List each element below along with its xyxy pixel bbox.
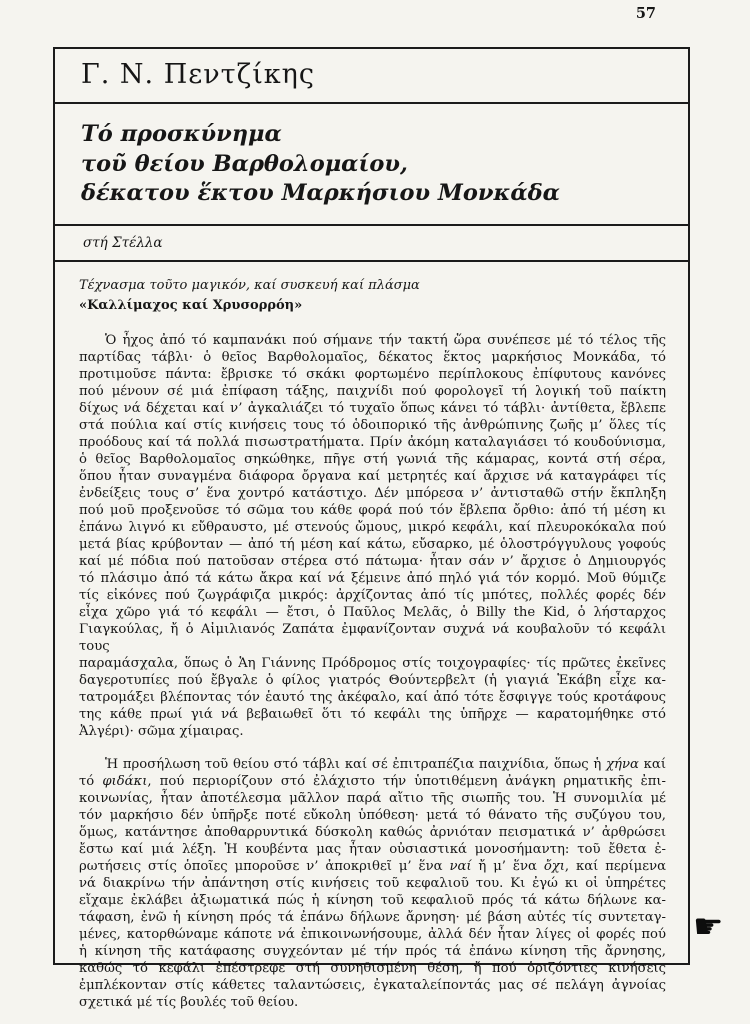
article-frame: [53, 47, 690, 1011]
text-line: ἐπάνω λιγνό κι εὔθραυστο, μέ στενούς ὤμους, μικρό κεφάλι, καί πλευροκόκαλα πού: [79, 520, 666, 536]
text-line: ἐμπλέκονταν στίς κάθετες ταλαντώσεις, ἐγκαταλείποντάς μας σέ πελάγη ἀγνοίας: [79, 978, 666, 994]
text-line: ὁ θεῖος Βαρθολομαῖος σηκώθηκε, πῆγε στή γωνιά τῆς κάμαρας, κοντά στή σέρα,: [79, 452, 666, 468]
text-line: παραμάσχαλα, ὅπως ὁ Ἁη Γιάννης Πρόδρομος στίς τοιχογραφίες· τίς πρῶτες ἐκεῖνες: [79, 656, 666, 672]
text-line: τό πλάσιμο ἀπό τά κάτω ἄκρα καί νά ξέμεινε ἀπό πηλό γιά τόν κορμό. Μοῦ θύμιζε: [79, 571, 666, 587]
text-line: Ὁ ἦχος ἀπό τό καμπανάκι πού σήμανε τήν τακτή ὥρα συνέπεσε μέ τό τέλος τῆς: [105, 333, 666, 349]
paragraph: [79, 332, 666, 740]
title-band: [55, 104, 688, 226]
text-line: τατρομάξει βλέποντας τόν ἑαυτό της ἀκέφαλο, καί ἀπό τότε ἔσφιγγε τούς κροτάφους: [79, 690, 666, 706]
body-text: [79, 332, 666, 1011]
text-line: Ἀλγέρι)· σῶμα χίμαιρας.: [79, 724, 244, 740]
text-line: ὅμως, κατάντησε ἀποθαρρυντικά δύσκολη καθώς ἀρνιόταν πεισματικά ν’ ἀρθρώσει: [79, 825, 666, 841]
text-line: ὅπου ἦταν συναγμένα διάφορα ὄργανα καί μετρητές καί ἄρχισε νά καταγράφει τίς: [79, 469, 666, 485]
text-line: πού μοῦ προξενοῦσε τό σῶμα του κάθε φορά πού τόν ἔβλεπα ὄρθιο: ἀπό τή μέση κι: [79, 503, 666, 519]
text-line: ἔστω καί μιά λέξη. Ἡ κουβέντα μας ἦταν οὐσιαστικά μονοσήμαντη: τοῦ ἔθετα ἐ-: [79, 842, 666, 858]
text-line: δίχως νά δέχεται καί ν’ ἀγκαλιάζει τό τυχαῖο ὅπως κάνει τό τάβλι· ἀντίθετα, ἔβλεπε: [79, 401, 666, 417]
text-line: τόν μαρκήσιο δέν ὑπῆρξε ποτέ εὔκολη ὑπόθεση· μετά τό θάνατο τῆς συζύγου του,: [79, 808, 666, 824]
text-line: ἐνδείξεις τους σ’ ἕνα χοντρό κατάστιχο. Δέν μπόρεσα ν’ ἀντισταθῶ στήν ἔκπληξη: [79, 486, 666, 502]
body-band: [55, 262, 688, 1011]
author-name: Γ. Ν. Πεντζίκης: [81, 59, 315, 90]
author-band: [55, 49, 688, 104]
paragraph: [79, 756, 666, 1011]
text-line: νά διακρίνω τήν ἀπάντηση στίς κινήσεις τοῦ κεφαλιοῦ του. Κι ἐγώ κι οἱ ὑπηρέτες: [79, 876, 666, 892]
text-line: παρτίδας τάβλι· ὁ θεῖος Βαρθολομαῖος, δέκατος ἕκτος μαρκήσιος Μονκάδα, τό: [79, 350, 666, 366]
text-line: τό φιδάκι, πού περιορίζουν στό ἐλάχιστο τήν ὑποτιθέμενη ἀνάγκη ρηματικῆς ἐπι-: [79, 774, 666, 790]
text-line: κοινωνίας, ἦταν ἀποτέλεσμα μᾶλλον παρά αἴτιο τῆς σιωπῆς του. Ἡ συνομιλία μέ: [79, 791, 666, 807]
text-line: εἶχα χῶρο γιά τό κεφάλι — ἔτσι, ὁ Παῦλος Μελᾶς, ὁ Billy the Kid, ὁ λήσταρχος: [79, 605, 666, 621]
epigraph-source: «Καλλίμαχος καί Χρυσορρόη»: [79, 297, 303, 313]
title-line-3: δέκατου ἕκτου Μαρκήσιου Μονκάδα: [81, 180, 560, 207]
title-line-1: Τό προσκύνημα: [81, 121, 282, 147]
text-line: πού μένουν σέ μιά ἐπίφαση τάξης, παιχνίδι πού φορολογεῖ τή λογική τοῦ παίκτη: [79, 384, 666, 400]
title-line-2: τοῦ θείου Βαρθολομαίου,: [81, 150, 408, 177]
text-line: δαγεροτυπίες πού ἔβγαλε ὁ φίλος γιατρός Θούντερβελτ (ἡ γιαγιά Ἑκάβη εἶχε κα-: [79, 673, 666, 689]
text-line: στά πούλια καί στίς κινήσεις τους τό ὁδοιπορικό τῆς ἀνθρώπινης ζωῆς μ’ ὅλες τίς: [79, 418, 666, 434]
text-line: της κάθε πρωί γιά νά βεβαιωθεῖ ὅτι τό κεφάλι της ὑπῆρχε — καρατομήθηκε στό: [79, 707, 666, 723]
text-line: τίς εἰκόνες πού ζωγράφιζα μικρός: ἀρχίζοντας ἀπό τίς μπότες, πολλές φορές δέν: [79, 588, 666, 604]
text-line: μετά βίας κρύβονταν — ἀπό τή μέση καί κάτω, εὔσαρκο, μέ ὁλοστρόγγυλους γοφούς: [79, 537, 666, 553]
text-line: ἡ κίνηση τῆς κατάφασης συγχεόνταν μέ τήν πρός τά ἐπάνω κίνηση τῆς ἄρνησης,: [79, 944, 666, 960]
text-line: προόδους καί τά πολλά πισωστρατήματα. Πρίν ἀκόμη καταλαγιάσει τό κουδούνισμα,: [79, 435, 666, 451]
text-line: ρωτήσεις στίς ὁποῖες μποροῦσε ν’ ἀποκριθεῖ μ’ ἕνα ναί ἤ μ’ ἕνα ὄχι, καί περίμενα: [79, 859, 666, 875]
manicule-icon: ☛: [693, 907, 724, 947]
dedication: στή Στέλλα: [55, 226, 688, 262]
text-line: μένες, κατορθώναμε κάποτε νά ἐπικοινωνήσουμε, ἀλλά δέν ἦταν λίγες οἱ φορές πού: [79, 927, 666, 943]
text-line: καί μέ πόδια πού πατοῦσαν στέρεα στό πάτωμα· ἦταν σάν ν’ ἄρχισε ὁ Δημιουργός: [79, 554, 666, 570]
epigraph: [79, 276, 666, 315]
epigraph-text: Τέχνασμα τοῦτο μαγικόν, καί συσκευή καί πλάσμα: [79, 278, 420, 294]
text-line: εἴχαμε ἐκλάβει ἀξιωματικά πώς ἡ κίνηση τοῦ κεφαλιοῦ πρός τά κάτω δήλωνε κα-: [79, 893, 666, 909]
text-line: τάφαση, ἐνῶ ἡ κίνηση πρός τά ἐπάνω δήλωνε ἄρνηση· μέ βάση αὐτές τίς συντεταγ-: [79, 910, 666, 926]
text-line: προτιμοῦσε πάντα: ἔβρισκε τό σκάκι φορτωμένο περίπλοκους ἐπίφυτους κανόνες: [79, 367, 666, 383]
text-line: Ἡ προσήλωση τοῦ θείου στό τάβλι καί σέ ἐπιτραπέζια παιχνίδια, ὅπως ἡ χήνα καί: [105, 757, 666, 773]
text-line: καθώς τό κεφάλι ἐπέστρεφε στή συνηθισμένη θέση, ἤ πού ὁριζόντιες κινήσεις: [79, 961, 666, 977]
text-line: σχετικά μέ τίς βουλές τοῦ θείου.: [79, 995, 299, 1011]
text-line: Γιαγκούλας, ἤ ὁ Αἰμιλιανός Ζαπάτα ἐμφανίζονταν συχνά νά κουβαλοῦν τό κεφάλι τους: [79, 622, 666, 655]
page-number: 57: [635, 5, 656, 22]
